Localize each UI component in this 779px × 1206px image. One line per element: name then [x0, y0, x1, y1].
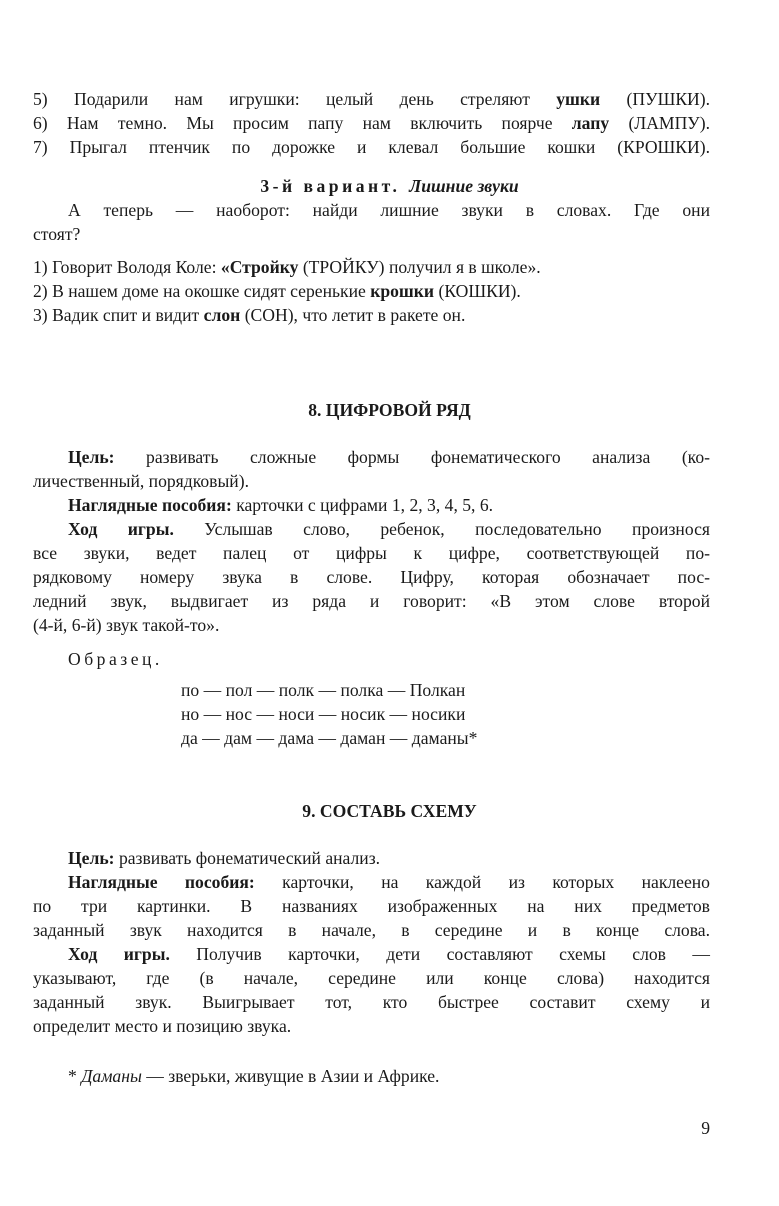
list-item: 5) Подарили нам игрушки: целый день стреляют ушки (ПУШКИ). [33, 89, 711, 109]
sample-row: но — нос — носи — носик — носики [181, 704, 466, 724]
list-item: 2) В нашем доме на окошке сидят серенькие крошки (КОШКИ). [33, 281, 521, 301]
list-item: 7) Прыгал птенчик по дорожке и клевал большие кошки (КРОШКИ). [33, 137, 710, 157]
paragraph-line: указывают, где (в начале, середине или конце слова) находится [33, 968, 710, 988]
variant-heading: 3-й вариант. Лишние звуки [260, 176, 519, 196]
section-title: 8. ЦИФРОВОЙ РЯД [308, 400, 471, 420]
paragraph-line: заданный звук. Выигрывает тот, кто быстрее составит схему и [33, 992, 710, 1012]
paragraph-line: рядковому номеру звука в слове. Цифру, которая обозначает пос- [33, 567, 710, 587]
paragraph-line: стоят? [33, 224, 81, 244]
paragraph-line: по три картинки. В названиях изображенных на них предметов [33, 896, 710, 916]
list-item: 1) Говорит Володя Коле: «Стройку (ТРОЙКУ) получил я в школе». [33, 257, 541, 277]
course-line: Ход игры. Услышав слово, ребенок, последовательно произнося [68, 519, 710, 539]
goal-line: Цель: развивать сложные формы фонематического анализа (ко- [68, 447, 710, 467]
goal-line: Цель: развивать фонематический анализ. [68, 848, 381, 868]
paragraph-line: личественный, порядковый). [33, 471, 249, 491]
paragraph-line: определит место и позицию звука. [33, 1016, 292, 1036]
aids-line: Наглядные пособия: карточки, на каждой из которых наклеено [68, 872, 710, 892]
sample-label: Образец. [68, 649, 163, 669]
sample-row: по — пол — полк — полка — Полкан [181, 680, 466, 700]
footnote: * Даманы — зверьки, живущие в Азии и Африке. [68, 1066, 440, 1086]
list-item: 6) Нам темно. Мы просим папу нам включить поярче лапу (ЛАМПУ). [33, 113, 710, 133]
paragraph-line: заданный звук находится в начале, в середине и в конце слова. [33, 920, 710, 940]
section-title: 9. СОСТАВЬ СХЕМУ [302, 801, 477, 821]
paragraph-line: ледний звук, выдвигает из ряда и говорит: «В этом слове второй [33, 591, 710, 611]
paragraph-line: все звуки, ведет палец от цифры к цифре, соответствующей по- [33, 543, 710, 563]
paragraph-line: (4-й, 6-й) звук такой-то». [33, 615, 220, 635]
sample-row: да — дам — дама — даман — даманы* [181, 728, 478, 748]
aids-line: Наглядные пособия: карточки с цифрами 1, 2, 3, 4, 5, 6. [68, 495, 494, 515]
list-item: 3) Вадик спит и видит слон (СОН), что летит в ракете он. [33, 305, 466, 325]
course-line: Ход игры. Получив карточки, дети составляют схемы слов — [68, 944, 710, 964]
paragraph-line: А теперь — наоборот: найди лишние звуки в словах. Где они [68, 200, 710, 220]
page-number: 9 [701, 1118, 710, 1138]
